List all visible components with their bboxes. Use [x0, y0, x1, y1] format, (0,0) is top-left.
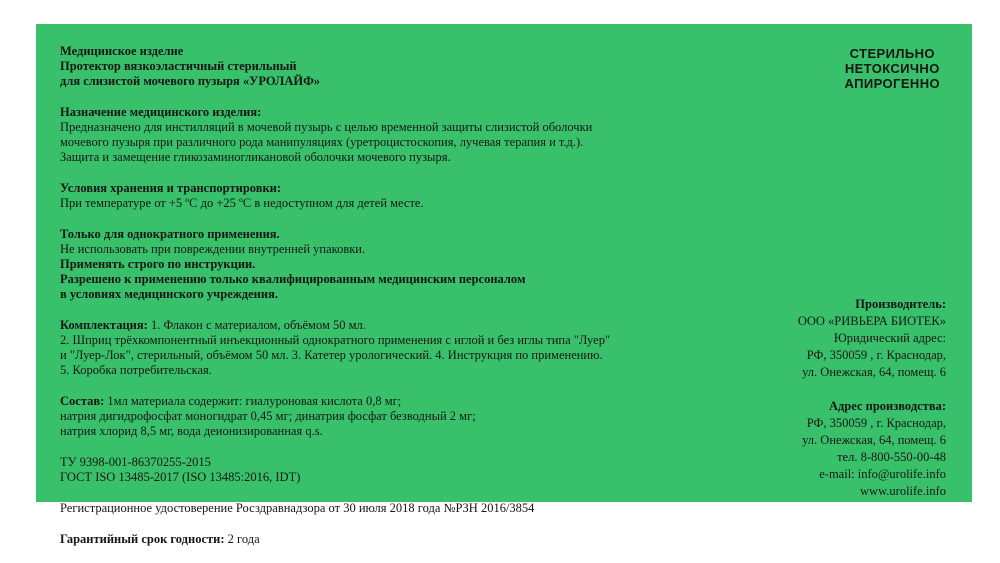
- composition-first-text: 1мл материала содержит: гиалуроновая кислота 0,8 мг;: [104, 394, 402, 408]
- composition-line: натрия дигидрофосфат моногидрат 0,45 мг; динатрия фосфат безводный 2 мг;: [60, 409, 476, 423]
- manufacturer-line: ООО «РИВЬЕРА БИОТЕК»: [797, 314, 946, 328]
- purpose-title: Назначение медицинского изделия:: [60, 105, 262, 119]
- standard-line: ТУ 9398-001-86370255-2015: [60, 455, 211, 469]
- production-title: Адрес производства:: [828, 399, 946, 413]
- single-use-note: Только для однократного применения.: [60, 227, 280, 241]
- staff-line: в условиях медицинского учреждения.: [60, 287, 278, 301]
- header-line: Медицинское изделие: [60, 44, 184, 58]
- manufacturer-line: РФ, 350059 , г. Краснодар,: [806, 348, 946, 362]
- composition-section: [60, 394, 750, 439]
- sterility-line: НЕТОКСИЧНО: [844, 61, 940, 76]
- kit-first-item: 1. Флакон с материалом, объёмом 50 мл.: [147, 318, 366, 332]
- storage-section: [60, 181, 750, 211]
- composition-first-line: [60, 394, 750, 409]
- production-line: ул. Онежская, 64, помещ. 6: [802, 433, 946, 447]
- purpose-line: Предназначено для инстилляций в мочевой пузырь с целью временной защиты слизистой оболочки: [60, 120, 593, 134]
- sterility-marks: [845, 46, 940, 91]
- production-website: www.urolife.info: [860, 484, 946, 498]
- kit-line: 5. Коробка потребительская.: [60, 363, 212, 377]
- kit-line: 2. Шприц трёхкомпонентный инъекционный однократного применения с иглой и без иглы типа "Луер": [60, 333, 611, 347]
- production-phone: тел. 8-800-550-00-48: [837, 450, 946, 464]
- kit-first-line: [60, 318, 750, 333]
- composition-line: натрия хлорид 8,5 мг, вода деионизированная q.s.: [60, 424, 323, 438]
- storage-title: Условия хранения и транспортировки:: [60, 181, 282, 195]
- standard-line: ГОСТ ISO 13485-2017 (ISO 13485:2016, IDT): [60, 470, 301, 484]
- main-column: [60, 44, 750, 563]
- purpose-line: мочевого пузыря при различного рода манипуляциях (уретроцистоскопия, лучевая терапия и т.д.).: [60, 135, 584, 149]
- purpose-section: [60, 105, 750, 165]
- product-header: [60, 44, 750, 89]
- shelf-life-value: 2 года: [224, 532, 260, 546]
- label-sheet: [36, 24, 972, 546]
- manufacturer-line: Юридический адрес:: [833, 331, 946, 345]
- kit-section: [60, 318, 750, 378]
- sterility-line: АПИРОГЕННО: [844, 76, 940, 91]
- registration-section: [60, 501, 750, 516]
- usage-section: [60, 227, 750, 302]
- production-line: РФ, 350059 , г. Краснодар,: [806, 416, 946, 430]
- header-line: Протектор вязкоэластичный стерильный: [60, 59, 297, 73]
- shelf-life-title: Гарантийный срок годности:: [60, 532, 225, 546]
- staff-line: Разрешено к применению только квалифицированным медицинским персоналом: [60, 272, 526, 286]
- kit-title: Комплектация:: [60, 318, 148, 332]
- sterility-line: СТЕРИЛЬНО: [849, 46, 935, 61]
- shelf-life-section: [60, 532, 750, 547]
- strict-use-note: Применять строго по инструкции.: [60, 257, 256, 271]
- purpose-line: Защита и замещение гликозаминогликановой оболочки мочевого пузыря.: [60, 150, 451, 164]
- manufacturer-block: [798, 296, 946, 500]
- registration-text: Регистрационное удостоверение Росздравнадзора от 30 июля 2018 года №РЗН 2016/3854: [60, 501, 535, 515]
- composition-title: Состав:: [60, 394, 105, 408]
- standards-section: [60, 455, 750, 485]
- manufacturer-title: Производитель:: [855, 297, 946, 311]
- production-email: e-mail: info@urolife.info: [819, 467, 946, 481]
- storage-text: При температуре от +5 ºС до +25 ºС в недоступном для детей месте.: [60, 196, 424, 210]
- header-line: для слизистой мочевого пузыря «УРОЛАЙФ»: [60, 74, 321, 88]
- shelf-life-line: [60, 532, 750, 547]
- manufacturer-line: ул. Онежская, 64, помещ. 6: [802, 365, 946, 379]
- no-damage-note: Не использовать при повреждении внутренней упаковки.: [60, 242, 366, 256]
- kit-line: и "Луер-Лок", стерильный, объёмом 50 мл. 3. Катетер урологический. 4. Инструкция по применению.: [60, 348, 603, 362]
